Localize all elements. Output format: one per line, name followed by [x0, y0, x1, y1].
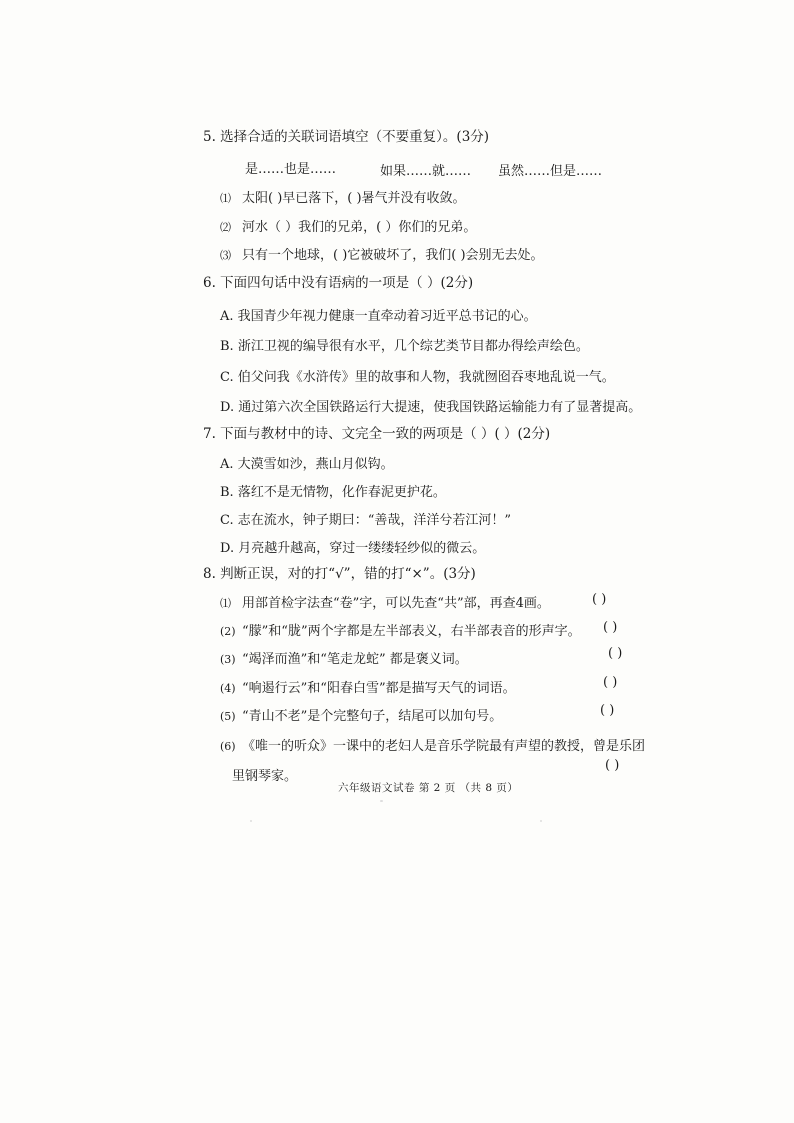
q7-option-d: D. 月亮越升越高，穿过一缕缕轻纱似的微云。 — [220, 541, 486, 556]
q8-item-3: (3) “竭泽而渔”和“笔走龙蛇” 都是褒义词。 — [220, 652, 468, 667]
q6-option-a: A. 我国青少年视力健康一直牵动着习近平总书记的心。 — [220, 309, 537, 324]
q8-item-6: (6) 《唯一的听众》一课中的老妇人是音乐学院最有声望的教授，曾是乐团 — [220, 739, 646, 754]
q8-item-4: (4) “响遏行云”和“阳春白雪”都是描写天气的词语。 — [220, 681, 516, 696]
q8-item-2: (2) “朦”和“胧”两个字都是左半部表义，右半部表音的形声字。 — [220, 624, 581, 639]
scan-speck — [540, 820, 542, 822]
q7-option-a: A. 大漠雪如沙，燕山月似钩。 — [220, 457, 394, 472]
q7-option-c: C. 志在流水，钟子期曰：“善哉，洋洋兮若江河！” — [220, 513, 512, 528]
q8-item-5: (5) “青山不老”是个完整句子，结尾可以加句号。 — [220, 709, 503, 724]
q7-stem: 7. 下面与教材中的诗、文完全一致的两项是（ ）( ）(2分) — [203, 426, 551, 442]
q8-stem: 8. 判断正误，对的打“√”，错的打“×”。(3分) — [203, 566, 476, 582]
q5-option-2: 如果……就…… — [380, 164, 472, 179]
q8-item-6-continued: 里钢琴家。 — [232, 769, 298, 784]
q8-answer-1[interactable]: ( ) — [592, 592, 607, 607]
scan-speck — [250, 820, 252, 822]
q5-option-3: 虽然……但是…… — [498, 164, 603, 179]
q8-answer-6[interactable]: ( ) — [605, 758, 620, 773]
q5-item-1: ⑴ 太阳( )早已落下，( )暑气并没有收敛。 — [220, 191, 466, 206]
q5-item-2: ⑵ 河水（ ）我们的兄弟，( ）你们的兄弟。 — [220, 220, 477, 235]
scan-speck — [380, 800, 383, 802]
q5-stem: 5. 选择合适的关联词语填空（不要重复）。(3分) — [203, 129, 490, 145]
q8-answer-5[interactable]: ( ) — [600, 703, 615, 718]
q7-option-b: B. 落红不是无情物，化作春泥更护花。 — [220, 485, 446, 500]
q8-answer-4[interactable]: ( ) — [603, 675, 618, 690]
q8-item-1: ⑴ 用部首检字法查“卷”字，可以先查“共”部，再查4画。 — [220, 596, 550, 611]
q6-option-d: D. 通过第六次全国铁路运行大提速，使我国铁路运输能力有了显著提高。 — [220, 400, 642, 415]
q6-option-c: C. 伯父问我《水浒传》里的故事和人物，我就囫囵吞枣地乱说一气。 — [220, 370, 615, 385]
q8-answer-2[interactable]: ( ) — [603, 620, 618, 635]
q6-stem: 6. 下面四句话中没有语病的一项是（ ）(2分) — [203, 275, 474, 291]
q8-answer-3[interactable]: ( ) — [608, 646, 623, 661]
q5-option-1: 是……也是…… — [245, 162, 337, 177]
page-footer: 六年级语文试卷 第 2 页 （共 8 页） — [338, 782, 519, 794]
q6-option-b: B. 浙江卫视的编导很有水平，几个综艺类节目都办得绘声绘色。 — [220, 339, 589, 354]
q5-item-3: ⑶ 只有一个地球，( )它被破坏了，我们( )会别无去处。 — [220, 248, 544, 263]
